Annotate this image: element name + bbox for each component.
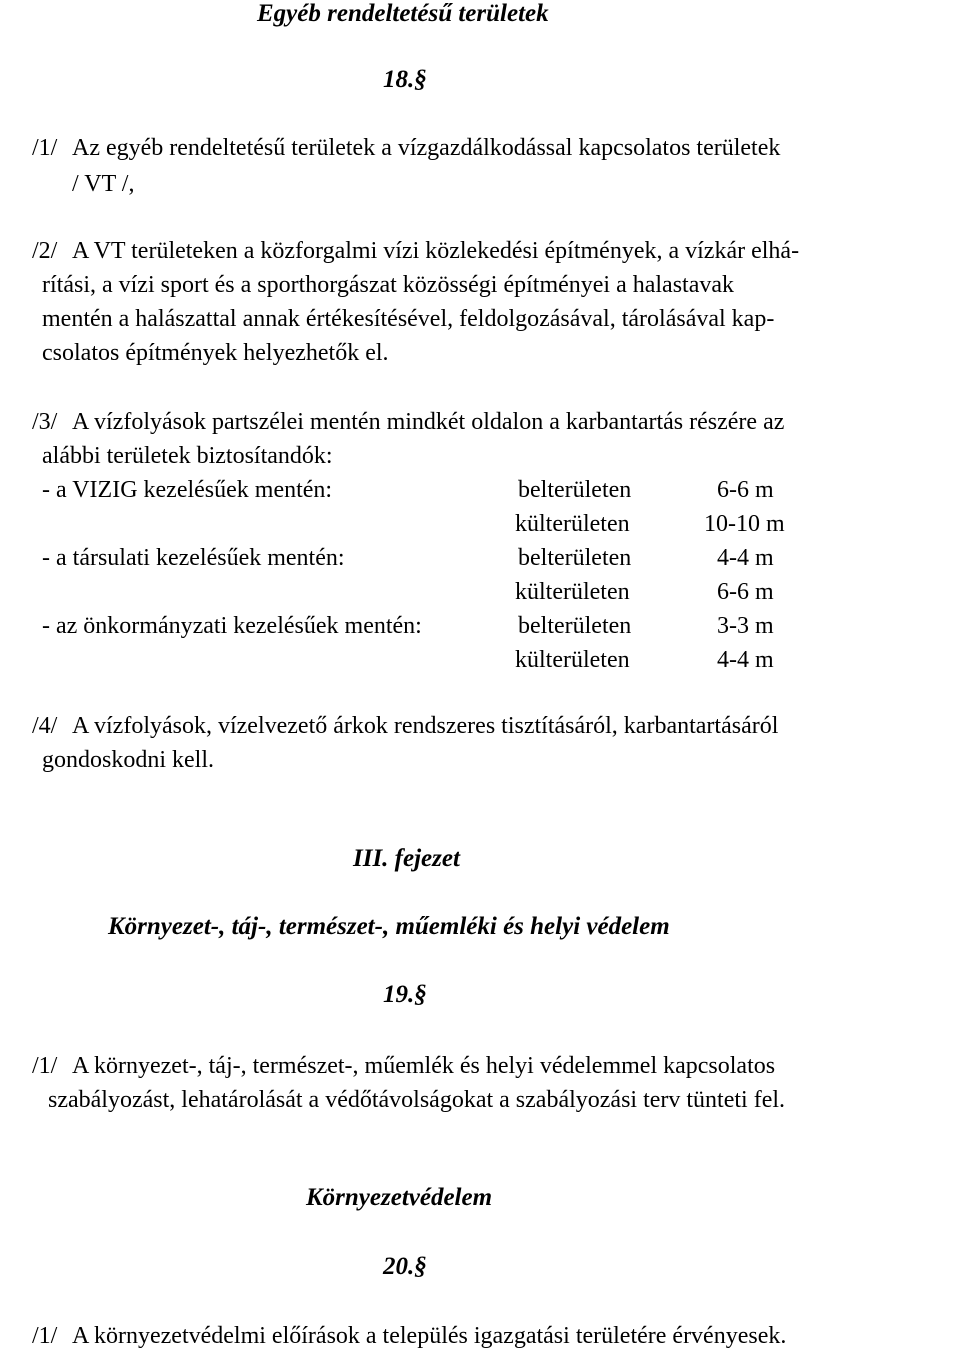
paragraph-number: /1/ [32,1053,58,1079]
row-value: 10-10 m [704,511,785,537]
section-number-19: 19.§ [383,981,427,1008]
paragraph-number: /4/ [32,713,58,739]
paragraph-line: gondoskodni kell. [42,747,214,773]
chapter-title: Környezet-, táj-, természet-, műemléki és helyi védelem [108,913,670,940]
paragraph-line: / VT /, [72,171,135,197]
paragraph-line: mentén a halászattal annak értékesítésével, feldolgozásával, tárolásával kap- [42,306,775,332]
paragraph-number: /1/ [32,135,58,161]
row-value: 4-4 m [717,545,774,571]
section-number-20: 20.§ [383,1253,427,1280]
row-value: 6-6 m [717,477,774,503]
row-label: - a társulati kezelésűek mentén: [42,545,345,571]
row-area: külterületen [515,579,630,605]
row-area: belterületen [518,613,632,639]
row-value: 3-3 m [717,613,774,639]
paragraph-line: A VT területeken a közforgalmi vízi közlekedési építmények, a vízkár elhá- [72,238,800,264]
subsection-heading-kornyezetvedelem: Környezetvédelem [306,1184,493,1211]
row-area: külterületen [515,511,630,537]
paragraph-line: A vízfolyások, vízelvezető árkok rendszeres tisztításáról, karbantartásáról [72,713,779,739]
row-label: - a VIZIG kezelésűek mentén: [42,477,333,503]
paragraph-line: A környezet-, táj-, természet-, műemlék és helyi védelemmel kapcsolatos [72,1053,776,1079]
row-area: külterületen [515,647,630,673]
paragraph-line: alábbi területek biztosítandók: [42,443,333,469]
paragraph-line: Az egyéb rendeltetésű területek a vízgazdálkodással kapcsolatos területek [72,135,781,161]
row-area: belterületen [518,545,632,571]
row-label: - az önkormányzati kezelésűek mentén: [42,613,422,639]
paragraph-line: A környezetvédelmi előírások a település igazgatási területére érvényesek. [72,1323,787,1349]
paragraph-line: rítási, a vízi sport és a sporthorgászat közösségi építményei a halastavak [42,272,735,298]
paragraph-line: szabályozást, lehatárolását a védőtávolságokat a szabályozási terv tünteti fel. [48,1087,786,1113]
row-value: 6-6 m [717,579,774,605]
row-area: belterületen [518,477,632,503]
paragraph-number: /3/ [32,409,58,435]
paragraph-number: /1/ [32,1323,58,1349]
paragraph-line: A vízfolyások partszélei mentén mindkét oldalon a karbantartás részére az [72,409,785,435]
distance-table [42,474,842,684]
row-value: 4-4 m [717,647,774,673]
paragraph-number: /2/ [32,238,58,264]
paragraph-line: csolatos építmények helyezhetők el. [42,340,389,366]
section-heading-egyeb: Egyéb rendeltetésű területek [257,0,549,27]
section-number-18: 18.§ [383,66,427,93]
chapter-heading: III. fejezet [353,845,460,872]
